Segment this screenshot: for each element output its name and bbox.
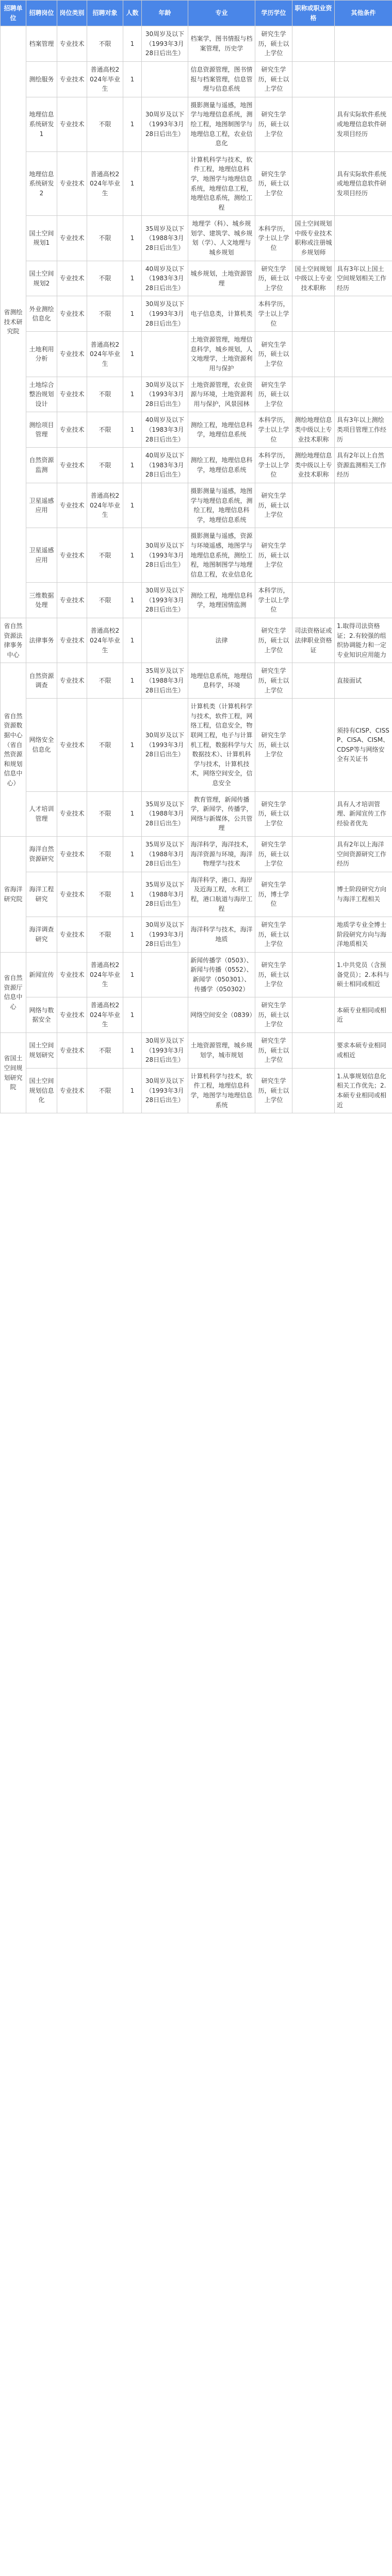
age-cell: 40周岁及以下（1983年3月28日后出生） — [142, 412, 188, 448]
count-cell: 1 — [123, 791, 142, 836]
other-conditions-cell — [335, 26, 392, 62]
certificate-cell — [292, 26, 335, 62]
unit-cell: 省自然资源厅信息中心 — [1, 952, 26, 1032]
major-cell: 测绘工程，地理信息科学，地理信息系统 — [188, 412, 255, 448]
age-cell: 30周岁及以下（1993年3月28日后出生） — [142, 97, 188, 151]
certificate-cell — [292, 483, 335, 528]
post-cell: 自然资源调查 — [26, 663, 57, 699]
category-cell: 专业技术 — [57, 917, 87, 953]
count-cell: 1 — [123, 997, 142, 1033]
other-conditions-cell: 具有3年以上国土空间规划相关工作经历 — [335, 261, 392, 296]
category-cell: 专业技术 — [57, 483, 87, 528]
category-cell: 专业技术 — [57, 997, 87, 1033]
count-cell: 1 — [123, 61, 142, 97]
certificate-cell — [292, 583, 335, 618]
other-conditions-cell: 须持有CISP、CISSP、CISA、CISM、CDSP等与网络安全有关证书 — [335, 699, 392, 791]
category-cell: 专业技术 — [57, 448, 87, 483]
table-row — [1, 997, 392, 1033]
certificate-cell — [292, 791, 335, 836]
age-cell: 40周岁及以下（1983年3月28日后出生） — [142, 448, 188, 483]
education-cell: 本科学历，学士以上学位 — [255, 296, 292, 332]
age-cell: 35周岁及以下（1988年3月28日后出生） — [142, 791, 188, 836]
age-cell — [142, 151, 188, 216]
post-cell: 自然资源监测 — [26, 448, 57, 483]
post-cell: 海洋工程研究 — [26, 872, 57, 917]
certificate-cell — [292, 997, 335, 1033]
count-cell: 1 — [123, 332, 142, 377]
certificate-cell: 测绘地理信息类中级以上专业技术职称 — [292, 412, 335, 448]
count-cell: 1 — [123, 377, 142, 412]
table-row — [1, 61, 392, 97]
category-cell: 专业技术 — [57, 1068, 87, 1113]
post-cell: 三维数据处理 — [26, 583, 57, 618]
category-cell: 专业技术 — [57, 296, 87, 332]
age-cell — [142, 997, 188, 1033]
count-cell: 1 — [123, 528, 142, 583]
count-cell: 1 — [123, 952, 142, 997]
age-cell: 30周岁及以下（1993年3月28日后出生） — [142, 26, 188, 62]
unit-cell: 省自然资源法律事务中心 — [1, 618, 26, 663]
target-cell: 不限 — [87, 836, 123, 872]
column-header: 其他条件 — [335, 1, 392, 26]
other-conditions-cell — [335, 377, 392, 412]
target-cell: 不限 — [87, 1033, 123, 1069]
table-row — [1, 332, 392, 377]
post-cell: 卫星遥感应用 — [26, 528, 57, 583]
education-cell: 研究生学历，硕士以上学位 — [255, 483, 292, 528]
major-cell: 海洋科学与技术，海洋地质 — [188, 917, 255, 953]
other-conditions-cell — [335, 216, 392, 261]
major-cell: 地理学（科）、城乡规划学、建筑学、城乡规划（学）、人文地理与城乡规划 — [188, 216, 255, 261]
other-conditions-cell — [335, 332, 392, 377]
certificate-cell: 司法资格证或法律职业资格证 — [292, 618, 335, 663]
recruitment-table-wrapper — [0, 0, 392, 1113]
column-header: 专业 — [188, 1, 255, 26]
post-cell: 海洋自然资源研究 — [26, 836, 57, 872]
other-conditions-cell — [335, 483, 392, 528]
target-cell: 不限 — [87, 791, 123, 836]
table-row — [1, 261, 392, 296]
category-cell: 专业技术 — [57, 26, 87, 62]
other-conditions-cell: 具有2年以上海洋空间资源研究工作经历 — [335, 836, 392, 872]
table-row — [1, 296, 392, 332]
target-cell: 不限 — [87, 583, 123, 618]
post-cell: 测绘项目管理 — [26, 412, 57, 448]
count-cell: 1 — [123, 872, 142, 917]
target-cell: 普通高校2024年毕业生 — [87, 61, 123, 97]
target-cell: 普通高校2024年毕业生 — [87, 952, 123, 997]
count-cell: 1 — [123, 663, 142, 699]
table-header-row — [1, 1, 392, 26]
count-cell: 1 — [123, 836, 142, 872]
category-cell: 专业技术 — [57, 151, 87, 216]
major-cell: 测绘工程，地理信息科学，地理国情监测 — [188, 583, 255, 618]
other-conditions-cell: 具有实际软件系统或地理信息软件研发项目经历 — [335, 97, 392, 151]
major-cell: 信息资源管理，图书情报与档案管理，信息管理与信息系统 — [188, 61, 255, 97]
major-cell: 教育管理，新闻传播学，新闻学，传播学，网络与新媒体，公共管理 — [188, 791, 255, 836]
target-cell: 不限 — [87, 261, 123, 296]
other-conditions-cell: 地质学专业全博士阶段研究方向与海洋地质相关 — [335, 917, 392, 953]
post-cell: 人才培训管理 — [26, 791, 57, 836]
column-header: 年龄 — [142, 1, 188, 26]
post-cell: 土地利用分析 — [26, 332, 57, 377]
table-row — [1, 836, 392, 872]
category-cell: 专业技术 — [57, 528, 87, 583]
education-cell: 研究生学历，硕士以上学位 — [255, 997, 292, 1033]
table-row — [1, 663, 392, 699]
post-cell: 卫星遥感应用 — [26, 483, 57, 528]
other-conditions-cell: 要求本硕专业相同或相近 — [335, 1033, 392, 1069]
education-cell: 研究生学历，硕士以上学位 — [255, 26, 292, 62]
major-cell: 测绘工程，地理信息科学，地理信息系统 — [188, 448, 255, 483]
education-cell: 研究生学历，硕士以上学位 — [255, 1068, 292, 1113]
age-cell: 35周岁及以下（1988年3月28日后出生） — [142, 216, 188, 261]
certificate-cell: 国土空间规划中级以上专业技术职称 — [292, 261, 335, 296]
column-header: 招聘单位 — [1, 1, 26, 26]
major-cell: 海洋科学，港口、海岸及近海工程，水利工程，港口航道与海岸工程 — [188, 872, 255, 917]
column-header: 学历学位 — [255, 1, 292, 26]
column-header: 岗位类别 — [57, 1, 87, 26]
table-body — [1, 26, 392, 1113]
category-cell: 专业技术 — [57, 836, 87, 872]
age-cell: 35周岁及以下（1988年3月28日后出生） — [142, 663, 188, 699]
count-cell: 1 — [123, 216, 142, 261]
post-cell: 新闻宣传 — [26, 952, 57, 997]
certificate-cell — [292, 952, 335, 997]
column-header: 人数 — [123, 1, 142, 26]
table-row — [1, 26, 392, 62]
education-cell: 研究生学历，硕士以上学位 — [255, 332, 292, 377]
target-cell: 不限 — [87, 872, 123, 917]
target-cell: 普通高校2024年毕业生 — [87, 618, 123, 663]
major-cell: 计算机科学与技术，软件工程，地理信息科学，地图学与地理信息系统 — [188, 1068, 255, 1113]
post-cell: 法律事务 — [26, 618, 57, 663]
table-row — [1, 583, 392, 618]
age-cell — [142, 952, 188, 997]
certificate-cell: 国土空间规划中级专业技术职称或注册城乡规划师 — [292, 216, 335, 261]
post-cell: 国土空间规划信息化 — [26, 1068, 57, 1113]
target-cell: 不限 — [87, 448, 123, 483]
table-row — [1, 412, 392, 448]
other-conditions-cell: 具有人才培训管理、新闻宣传工作经验者优先 — [335, 791, 392, 836]
count-cell: 1 — [123, 583, 142, 618]
certificate-cell — [292, 872, 335, 917]
table-row — [1, 151, 392, 216]
post-cell: 国土空间规划1 — [26, 216, 57, 261]
certificate-cell: 测绘地理信息类中级以上专业技术职称 — [292, 448, 335, 483]
major-cell: 电子信息类，计算机类 — [188, 296, 255, 332]
category-cell: 专业技术 — [57, 583, 87, 618]
column-header: 招聘对象 — [87, 1, 123, 26]
major-cell: 计算机科学与技术，软件工程，地理信息科学，地图学与地理信息系统，地理信息工程，地理信息系统，测绘工程 — [188, 151, 255, 216]
target-cell: 普通高校2024年毕业生 — [87, 997, 123, 1033]
age-cell: 35周岁及以下（1988年3月28日后出生） — [142, 872, 188, 917]
unit-cell: 省自然资源数据中心（省自然资源和规划信息中心） — [1, 663, 26, 837]
certificate-cell — [292, 836, 335, 872]
certificate-cell — [292, 699, 335, 791]
age-cell: 30周岁及以下（1993年3月28日后出生） — [142, 1033, 188, 1069]
table-row — [1, 1068, 392, 1113]
category-cell: 专业技术 — [57, 97, 87, 151]
other-conditions-cell: 博士阶段研究方向与海洋工程相关 — [335, 872, 392, 917]
post-cell: 地理信息系统研发1 — [26, 97, 57, 151]
other-conditions-cell: 1.中共党员（含预备党员）；2.本科与硕士相同或相近 — [335, 952, 392, 997]
post-cell: 国土空间规划2 — [26, 261, 57, 296]
other-conditions-cell: 具有3年以上测绘类项目管理工作经历 — [335, 412, 392, 448]
education-cell: 本科学历，学士以上学位 — [255, 583, 292, 618]
table-row — [1, 872, 392, 917]
count-cell: 1 — [123, 261, 142, 296]
category-cell: 专业技术 — [57, 61, 87, 97]
count-cell: 1 — [123, 1033, 142, 1069]
major-cell: 土地资源管理，城乡规划学，城市规划 — [188, 1033, 255, 1069]
major-cell: 计算机类（计算机科学与技术，软件工程，网络工程，信息安全，物联网工程，电子与计算机工程，数据科学与大数据技术）、计算机科学与技术，计算机技术，网络空间安全，信息安全 — [188, 699, 255, 791]
count-cell: 1 — [123, 618, 142, 663]
count-cell: 1 — [123, 1068, 142, 1113]
category-cell: 专业技术 — [57, 699, 87, 791]
other-conditions-cell: 直接面试 — [335, 663, 392, 699]
certificate-cell — [292, 151, 335, 216]
certificate-cell — [292, 917, 335, 953]
certificate-cell — [292, 1068, 335, 1113]
other-conditions-cell: 具有2年以上自然资源监测相关工作经历 — [335, 448, 392, 483]
target-cell: 不限 — [87, 377, 123, 412]
age-cell: 30周岁及以下（1993年3月28日后出生） — [142, 296, 188, 332]
target-cell: 普通高校2024年毕业生 — [87, 332, 123, 377]
target-cell: 不限 — [87, 699, 123, 791]
column-header: 职称或职业资格 — [292, 1, 335, 26]
age-cell: 30周岁及以下（1993年3月28日后出生） — [142, 699, 188, 791]
count-cell: 1 — [123, 151, 142, 216]
age-cell — [142, 483, 188, 528]
target-cell: 不限 — [87, 663, 123, 699]
count-cell: 1 — [123, 483, 142, 528]
unit-cell: 省国土空间规划研究院 — [1, 1033, 26, 1113]
education-cell: 研究生学历，硕士以上学位 — [255, 61, 292, 97]
education-cell: 研究生学历，硕士以上学位 — [255, 151, 292, 216]
age-cell — [142, 61, 188, 97]
category-cell: 专业技术 — [57, 791, 87, 836]
count-cell: 1 — [123, 296, 142, 332]
education-cell: 研究生学历，硕士以上学位 — [255, 663, 292, 699]
major-cell: 土地资源管理，地理信息科学，城乡规划，人文地理学，土地资源利用与保护 — [188, 332, 255, 377]
target-cell: 不限 — [87, 216, 123, 261]
category-cell: 专业技术 — [57, 872, 87, 917]
target-cell: 普通高校2024年毕业生 — [87, 483, 123, 528]
education-cell: 研究生学历，硕士以上学位 — [255, 791, 292, 836]
table-row — [1, 952, 392, 997]
target-cell: 普通高校2024年毕业生 — [87, 151, 123, 216]
other-conditions-cell: 具有实际软件系统或地理信息软件研发项目经历 — [335, 151, 392, 216]
major-cell: 档案学，图书情报与档案管理，历史学 — [188, 26, 255, 62]
table-row — [1, 618, 392, 663]
age-cell — [142, 332, 188, 377]
post-cell: 地理信息系统研发2 — [26, 151, 57, 216]
other-conditions-cell — [335, 528, 392, 583]
education-cell: 研究生学历，硕士以上学位 — [255, 836, 292, 872]
post-cell: 土地综合整治规划设计 — [26, 377, 57, 412]
unit-cell: 省海洋研究院 — [1, 836, 26, 952]
category-cell: 专业技术 — [57, 377, 87, 412]
category-cell: 专业技术 — [57, 1033, 87, 1069]
age-cell: 35周岁及以下（1988年3月28日后出生） — [142, 836, 188, 872]
count-cell: 1 — [123, 26, 142, 62]
other-conditions-cell — [335, 61, 392, 97]
age-cell: 40周岁及以下（1983年3月28日后出生） — [142, 261, 188, 296]
post-cell: 档案管理 — [26, 26, 57, 62]
age-cell: 30周岁及以下（1993年3月28日后出生） — [142, 377, 188, 412]
education-cell: 本科学历，学士以上学位 — [255, 448, 292, 483]
certificate-cell — [292, 97, 335, 151]
major-cell: 地理信息系统，地理信息科学，环境 — [188, 663, 255, 699]
post-cell: 网络安全信息化 — [26, 699, 57, 791]
target-cell: 不限 — [87, 296, 123, 332]
education-cell: 研究生学历，硕士以上学位 — [255, 618, 292, 663]
post-cell: 国土空间规划研究 — [26, 1033, 57, 1069]
recruitment-table — [0, 0, 392, 1113]
certificate-cell — [292, 61, 335, 97]
major-cell: 摄影测量与遥感，地图学与地理信息系统，测绘工程，地图制图学与地理信息工程，农业信息化 — [188, 97, 255, 151]
table-row — [1, 216, 392, 261]
major-cell: 摄影测量与遥感，资源与环境遥感，地图学与地理信息系统，测绘工程，地图制图学与地理信息工程，农业信息化 — [188, 528, 255, 583]
count-cell: 1 — [123, 97, 142, 151]
target-cell: 不限 — [87, 917, 123, 953]
certificate-cell — [292, 528, 335, 583]
table-row — [1, 483, 392, 528]
age-cell: 30周岁及以下（1993年3月28日后出生） — [142, 1068, 188, 1113]
category-cell: 专业技术 — [57, 412, 87, 448]
other-conditions-cell: 本硕专业相同或相近 — [335, 997, 392, 1033]
education-cell: 研究生学历，硕士以上学位 — [255, 528, 292, 583]
count-cell: 1 — [123, 699, 142, 791]
age-cell: 30周岁及以下（1993年3月28日后出生） — [142, 528, 188, 583]
major-cell: 新闻传播学（0503）、新闻与传播（0552）、新闻学（050301）、传播学（050302） — [188, 952, 255, 997]
target-cell: 不限 — [87, 26, 123, 62]
certificate-cell — [292, 296, 335, 332]
table-row — [1, 791, 392, 836]
target-cell: 不限 — [87, 97, 123, 151]
certificate-cell — [292, 377, 335, 412]
education-cell: 本科学历，学士以上学位 — [255, 412, 292, 448]
education-cell: 研究生学历，硕士以上学位 — [255, 1033, 292, 1069]
post-cell: 海洋调查研究 — [26, 917, 57, 953]
target-cell: 不限 — [87, 528, 123, 583]
post-cell: 网络与数据安全 — [26, 997, 57, 1033]
category-cell: 专业技术 — [57, 216, 87, 261]
table-row — [1, 528, 392, 583]
table-row — [1, 448, 392, 483]
major-cell: 法律 — [188, 618, 255, 663]
education-cell: 研究生学历，硕士以上学位 — [255, 97, 292, 151]
post-cell: 测绘服务 — [26, 61, 57, 97]
education-cell: 研究生学历，硕士以上学位 — [255, 699, 292, 791]
education-cell: 本科学历，学士以上学位 — [255, 216, 292, 261]
other-conditions-cell — [335, 296, 392, 332]
certificate-cell — [292, 1033, 335, 1069]
other-conditions-cell: 1.取得司法资格证；2.有较强的组织协调能力和一定专业知识应用能力 — [335, 618, 392, 663]
count-cell: 1 — [123, 917, 142, 953]
education-cell: 研究生学历，硕士以上学位 — [255, 377, 292, 412]
certificate-cell — [292, 663, 335, 699]
count-cell: 1 — [123, 412, 142, 448]
education-cell: 研究生学历，博士学位 — [255, 872, 292, 917]
education-cell: 研究生学历，硕士以上学位 — [255, 952, 292, 997]
other-conditions-cell: 1.从事规划信息化相关工作优先；2.本硕专业相同或相近 — [335, 1068, 392, 1113]
post-cell: 外业测绘信息化 — [26, 296, 57, 332]
education-cell: 研究生学历，硕士以上学位 — [255, 917, 292, 953]
column-header: 招聘岗位 — [26, 1, 57, 26]
major-cell: 网络空间安全（0839） — [188, 997, 255, 1033]
education-cell: 研究生学历，硕士以上学位 — [255, 261, 292, 296]
major-cell: 土地资源管理，农业资源与环境，土地资源利用与保护，风景园林 — [188, 377, 255, 412]
count-cell: 1 — [123, 448, 142, 483]
category-cell: 专业技术 — [57, 663, 87, 699]
table-row — [1, 97, 392, 151]
age-cell: 30周岁及以下（1993年3月28日后出生） — [142, 583, 188, 618]
target-cell: 不限 — [87, 1068, 123, 1113]
target-cell: 不限 — [87, 412, 123, 448]
table-row — [1, 917, 392, 953]
unit-cell: 省测绘技术研究院 — [1, 26, 26, 618]
category-cell: 专业技术 — [57, 261, 87, 296]
age-cell — [142, 618, 188, 663]
table-row — [1, 699, 392, 791]
major-cell: 摄影测量与遥感，地图学与地理信息系统，测绘工程，地理信息科学，地理信息系统 — [188, 483, 255, 528]
major-cell: 城乡规划，土地资源管理 — [188, 261, 255, 296]
table-row — [1, 1033, 392, 1069]
category-cell: 专业技术 — [57, 618, 87, 663]
certificate-cell — [292, 332, 335, 377]
category-cell: 专业技术 — [57, 332, 87, 377]
table-row — [1, 377, 392, 412]
other-conditions-cell — [335, 583, 392, 618]
category-cell: 专业技术 — [57, 952, 87, 997]
major-cell: 海洋科学，海洋技术，海洋资源与环境，海洋物理学与技术 — [188, 836, 255, 872]
age-cell: 30周岁及以下（1993年3月28日后出生） — [142, 917, 188, 953]
